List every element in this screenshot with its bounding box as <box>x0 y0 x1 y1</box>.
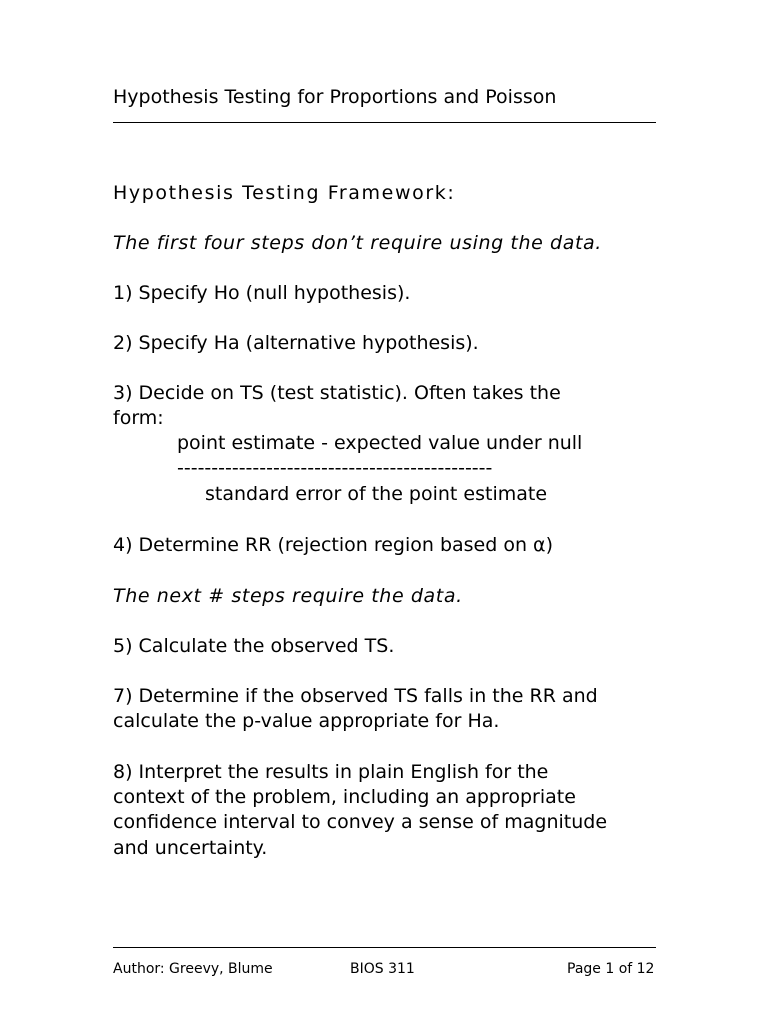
step-3-line-2: form: <box>113 407 164 429</box>
step-7-line-1: 7) Determine if the observed TS falls in the RR and <box>113 685 598 707</box>
step-8-line-4: and uncertainty. <box>113 837 268 859</box>
formula-numerator: point estimate - expected value under null <box>177 432 583 454</box>
header-rule <box>113 122 656 123</box>
step-3-line-1: 3) Decide on TS (test statistic). Often takes the <box>113 382 561 404</box>
step-8-line-2: context of the problem, including an appropriate <box>113 786 576 808</box>
footer-course: BIOS 311 <box>350 961 415 977</box>
footer-author: Author: Greevy, Blume <box>113 961 273 977</box>
step-2: 2) Specify Ha (alternative hypothesis). <box>113 332 479 354</box>
formula-fraction-bar: ---------------------------------------------- <box>177 457 493 479</box>
step-4: 4) Determine RR (rejection region based on α) <box>113 534 553 556</box>
footer-rule <box>113 947 656 948</box>
footer-page-number: Page 1 of 12 <box>567 961 655 977</box>
step-7-line-2: calculate the p-value appropriate for Ha. <box>113 710 500 732</box>
step-8-line-1: 8) Interpret the results in plain English for the <box>113 761 549 783</box>
step-5: 5) Calculate the observed TS. <box>113 635 395 657</box>
step-1: 1) Specify Ho (null hypothesis). <box>113 282 411 304</box>
next-steps-note: The next # steps require the data. <box>113 585 463 607</box>
page-title: Hypothesis Testing for Proportions and Poisson <box>113 86 557 108</box>
section-heading: Hypothesis Testing Framework: <box>113 182 456 204</box>
step-8-line-3: confidence interval to convey a sense of magnitude <box>113 811 608 833</box>
intro-note: The first four steps don’t require using the data. <box>113 232 602 254</box>
formula-denominator: standard error of the point estimate <box>205 483 548 505</box>
